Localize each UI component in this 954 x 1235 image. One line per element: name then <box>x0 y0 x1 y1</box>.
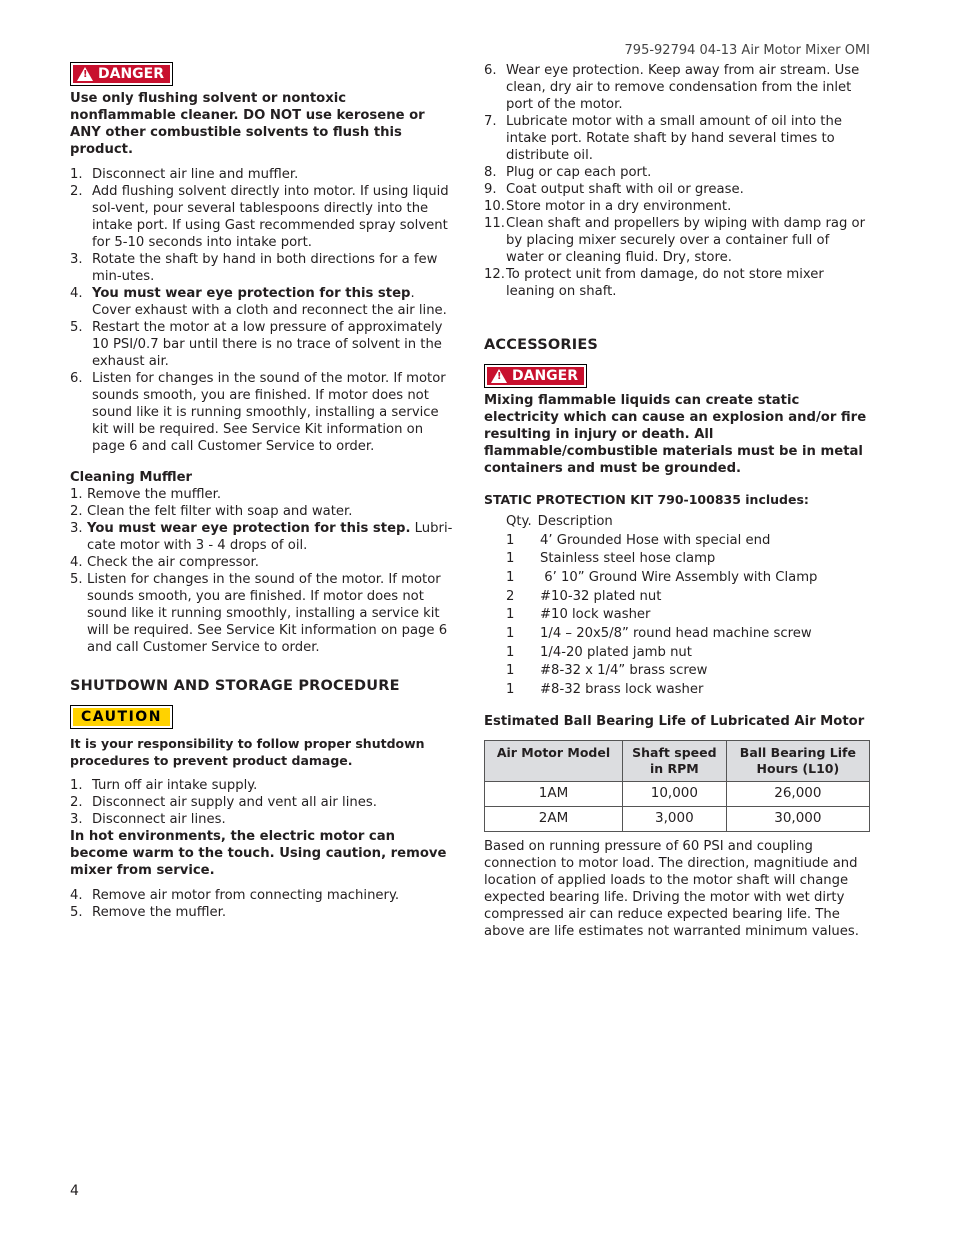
kit-item <box>506 624 870 643</box>
kit-item <box>506 605 870 624</box>
step-number: 2. <box>70 184 83 199</box>
muffler-title: Cleaning Muffler <box>70 470 193 485</box>
left-column <box>70 62 454 921</box>
kit-header-row <box>506 512 870 531</box>
list-item <box>70 285 454 319</box>
kit-qty: 2 <box>506 588 515 604</box>
step-text: Remove the muffler. <box>87 487 222 502</box>
step-number: 6. <box>70 371 83 386</box>
table-header-row <box>485 740 870 781</box>
list-item <box>70 370 454 455</box>
bearing-title: Estimated Ball Bearing Life of Lubricated Air Motor <box>484 713 865 729</box>
table-row <box>485 781 870 806</box>
kit-item <box>506 662 870 681</box>
kit-desc: 6’ 10” Ground Wire Assembly with Clamp <box>540 569 818 585</box>
step-text: Listen for changes in the sound of the motor. If motor sounds smooth, you are finished. If motor does not sound like it running smoothly, installing a service kit will be required. See Service Kit information on page 6 and call Customer Service to order. <box>87 572 448 655</box>
step-text: Disconnect air line and muffler. <box>92 167 299 182</box>
kit-desc: Stainless steel hose clamp <box>540 551 716 567</box>
list-item <box>484 113 870 164</box>
step-text: Wear eye protection. Keep away from air stream. Use clean, dry air to remove condensation from the inlet port of the motor. <box>506 63 860 112</box>
table-cell: 30,000 <box>726 806 869 831</box>
kit-item <box>506 587 870 606</box>
step-text: Disconnect air lines. <box>92 812 226 827</box>
list-item <box>70 887 454 904</box>
bearing-note: Based on running pressure of 60 PSI and coupling connection to motor load. The direction, magnitiude and location of applied loads to the motor shaft will change expected bearing life. Driving the motor with wet dirty compressed air can reduce expected bearing life. The above are life estimates not warranted minimum values. <box>484 838 859 939</box>
hot-warning: In hot environments, the electric motor can become warm to the touch. Using caution, remove mixer from service. <box>70 829 447 878</box>
kit-desc: #10-32 plated nut <box>540 588 662 604</box>
table-cell: 3,000 <box>623 806 727 831</box>
list-item <box>70 777 454 794</box>
list-item <box>70 794 454 811</box>
step-text: Remove air motor from connecting machinery. <box>92 888 400 903</box>
caution-text: It is your responsibility to follow proper shutdown procedures to prevent product damage. <box>70 736 425 768</box>
step-number: 11. <box>484 216 505 231</box>
step-text: Lubri-cate motor with 3 - 4 drops of oil. <box>87 521 453 553</box>
page-number: 4 <box>70 1183 79 1199</box>
list-item <box>70 520 454 554</box>
list-item <box>484 181 870 198</box>
step-number: 4. <box>70 888 83 903</box>
step-text: Add flushing solvent directly into motor. If using liquid sol-vent, pour several tablespoons directly into the intake port. If using Gast recommended spray solvent for 5-10 seconds into intake port. <box>92 184 449 250</box>
shutdown-steps-list <box>70 777 454 828</box>
table-cell: 2AM <box>485 806 623 831</box>
list-item <box>484 266 870 300</box>
danger-label-2: DANGER <box>512 367 579 384</box>
step-emphasis: You must wear eye protection for this step <box>92 286 411 301</box>
list-item <box>70 486 454 503</box>
kit-item <box>506 643 870 662</box>
kit-items-list <box>506 512 870 699</box>
step-text: Turn off air intake supply. <box>92 778 258 793</box>
step-text: Store motor in a dry environment. <box>506 199 732 214</box>
danger-label: DANGER <box>98 65 165 82</box>
kit-item <box>506 680 870 699</box>
step-number: 5. <box>70 320 83 335</box>
step-text: To protect unit from damage, do not store mixer leaning on shaft. <box>506 267 824 299</box>
warning-triangle-icon: ! <box>77 67 93 81</box>
step-number: 3. <box>70 812 83 827</box>
step-text: Listen for changes in the sound of the motor. If motor sounds smooth, you are finished. If motor does not sound like it is running smoothly, installing a service kit will be required. See Service Kit information on page 6 and call Customer Service to order. <box>92 371 446 454</box>
step-number: 8. <box>484 165 497 180</box>
list-item <box>70 251 454 285</box>
danger-text: Use only flushing solvent or nontoxic nonflammable cleaner. DO NOT use kerosene or ANY other combustible solvents to flush this product. <box>70 91 425 157</box>
step-number: 6. <box>484 63 497 78</box>
flush-steps-list <box>70 166 454 455</box>
kit-qty: 1 <box>506 607 515 623</box>
step-number: 10. <box>484 199 505 214</box>
step-text: Clean the felt filter with soap and water. <box>87 504 353 519</box>
step-number: 3. <box>70 521 83 536</box>
kit-title: STATIC PROTECTION KIT 790-100835 includes: <box>484 492 809 507</box>
list-item <box>484 62 870 113</box>
danger-badge-2 <box>484 364 587 388</box>
step-number: 1. <box>70 167 83 182</box>
step-text: Clean shaft and propellers by wiping with damp rag or by placing mixer securely over a container full of water or cleaning fluid. Dry, store. <box>506 216 866 265</box>
kit-qty: 1 <box>506 569 515 585</box>
table-header-cell: Shaft speed in RPM <box>623 740 727 781</box>
danger-badge <box>70 62 173 86</box>
list-item <box>484 215 870 266</box>
list-item <box>70 319 454 370</box>
kit-qty: 1 <box>506 663 515 679</box>
kit-qty: 1 <box>506 644 515 660</box>
shutdown-steps-list-2 <box>70 887 454 921</box>
table-cell: 26,000 <box>726 781 869 806</box>
kit-desc: 1/4-20 plated jamb nut <box>540 644 692 660</box>
step-text: Disconnect air supply and vent all air lines. <box>92 795 377 810</box>
kit-desc: 1/4 – 20x5/8” round head machine screw <box>540 625 812 641</box>
step-number: 2. <box>70 795 83 810</box>
static-danger-text: Mixing flammable liquids can create static electricity which can cause an explosion and/or fire resulting in injury or death. All flammable/combustible materials must be in metal containers and must be grounded. <box>484 393 867 476</box>
kit-qty: 1 <box>506 532 515 548</box>
step-number: 4. <box>70 286 83 301</box>
kit-qty: 1 <box>506 682 515 698</box>
list-item <box>484 164 870 181</box>
list-item <box>70 571 454 656</box>
table-header-cell: Air Motor Model <box>485 740 623 781</box>
kit-item <box>506 549 870 568</box>
step-number: 3. <box>70 252 83 267</box>
kit-desc: #10 lock washer <box>540 607 651 623</box>
storage-steps-list <box>484 62 870 300</box>
kit-desc: 4’ Grounded Hose with special end <box>540 532 771 548</box>
list-item <box>70 166 454 183</box>
page-header: 795-92794 04-13 Air Motor Mixer OMI <box>624 43 870 58</box>
step-text: Restart the motor at a low pressure of approximately 10 PSI/0.7 bar until there is no trace of solvent in the exhaust air. <box>92 320 443 369</box>
step-number: 9. <box>484 182 497 197</box>
kit-qty: 1 <box>506 625 515 641</box>
list-item <box>70 183 454 251</box>
kit-item <box>506 568 870 587</box>
kit-qty: 1 <box>506 551 515 567</box>
list-item <box>70 904 454 921</box>
list-item <box>70 554 454 571</box>
step-text: Plug or cap each port. <box>506 165 652 180</box>
kit-qty-header: Qty. <box>506 513 532 529</box>
warning-triangle-icon: ! <box>491 369 507 383</box>
step-number: 1. <box>70 487 83 502</box>
muffler-steps-list <box>70 486 454 656</box>
table-header-cell: Ball Bearing Life Hours (L10) <box>726 740 869 781</box>
table-cell: 1AM <box>485 781 623 806</box>
step-text: Remove the muffler. <box>92 905 227 920</box>
step-emphasis: You must wear eye protection for this step. <box>87 521 411 536</box>
table-cell: 10,000 <box>623 781 727 806</box>
right-column <box>484 62 870 940</box>
step-text: Check the air compressor. <box>87 555 259 570</box>
step-number: 4. <box>70 555 83 570</box>
step-number: 1. <box>70 778 83 793</box>
kit-desc: #8-32 brass lock washer <box>540 682 704 698</box>
step-number: 5. <box>70 572 83 587</box>
step-text: . Cover exhaust with a cloth and reconnect the air line. <box>92 286 447 318</box>
table-row <box>485 806 870 831</box>
step-text: Coat output shaft with oil or grease. <box>506 182 744 197</box>
step-number: 2. <box>70 504 83 519</box>
list-item <box>70 503 454 520</box>
list-item <box>70 811 454 828</box>
bearing-life-table <box>484 740 870 832</box>
accessories-title: ACCESSORIES <box>484 337 599 353</box>
kit-item <box>506 531 870 550</box>
step-text: Lubricate motor with a small amount of oil into the intake port. Rotate shaft by hand several times to distribute oil. <box>506 114 842 163</box>
shutdown-title: SHUTDOWN AND STORAGE PROCEDURE <box>70 678 400 694</box>
list-item <box>484 198 870 215</box>
caution-label: CAUTION <box>81 708 162 725</box>
step-number: 12. <box>484 267 505 282</box>
caution-badge <box>70 705 173 729</box>
step-text: Rotate the shaft by hand in both directions for a few min-utes. <box>92 252 438 284</box>
kit-desc-header: Description <box>537 513 613 529</box>
step-number: 7. <box>484 114 497 129</box>
step-number: 5. <box>70 905 83 920</box>
kit-desc: #8-32 x 1/4” brass screw <box>540 663 708 679</box>
